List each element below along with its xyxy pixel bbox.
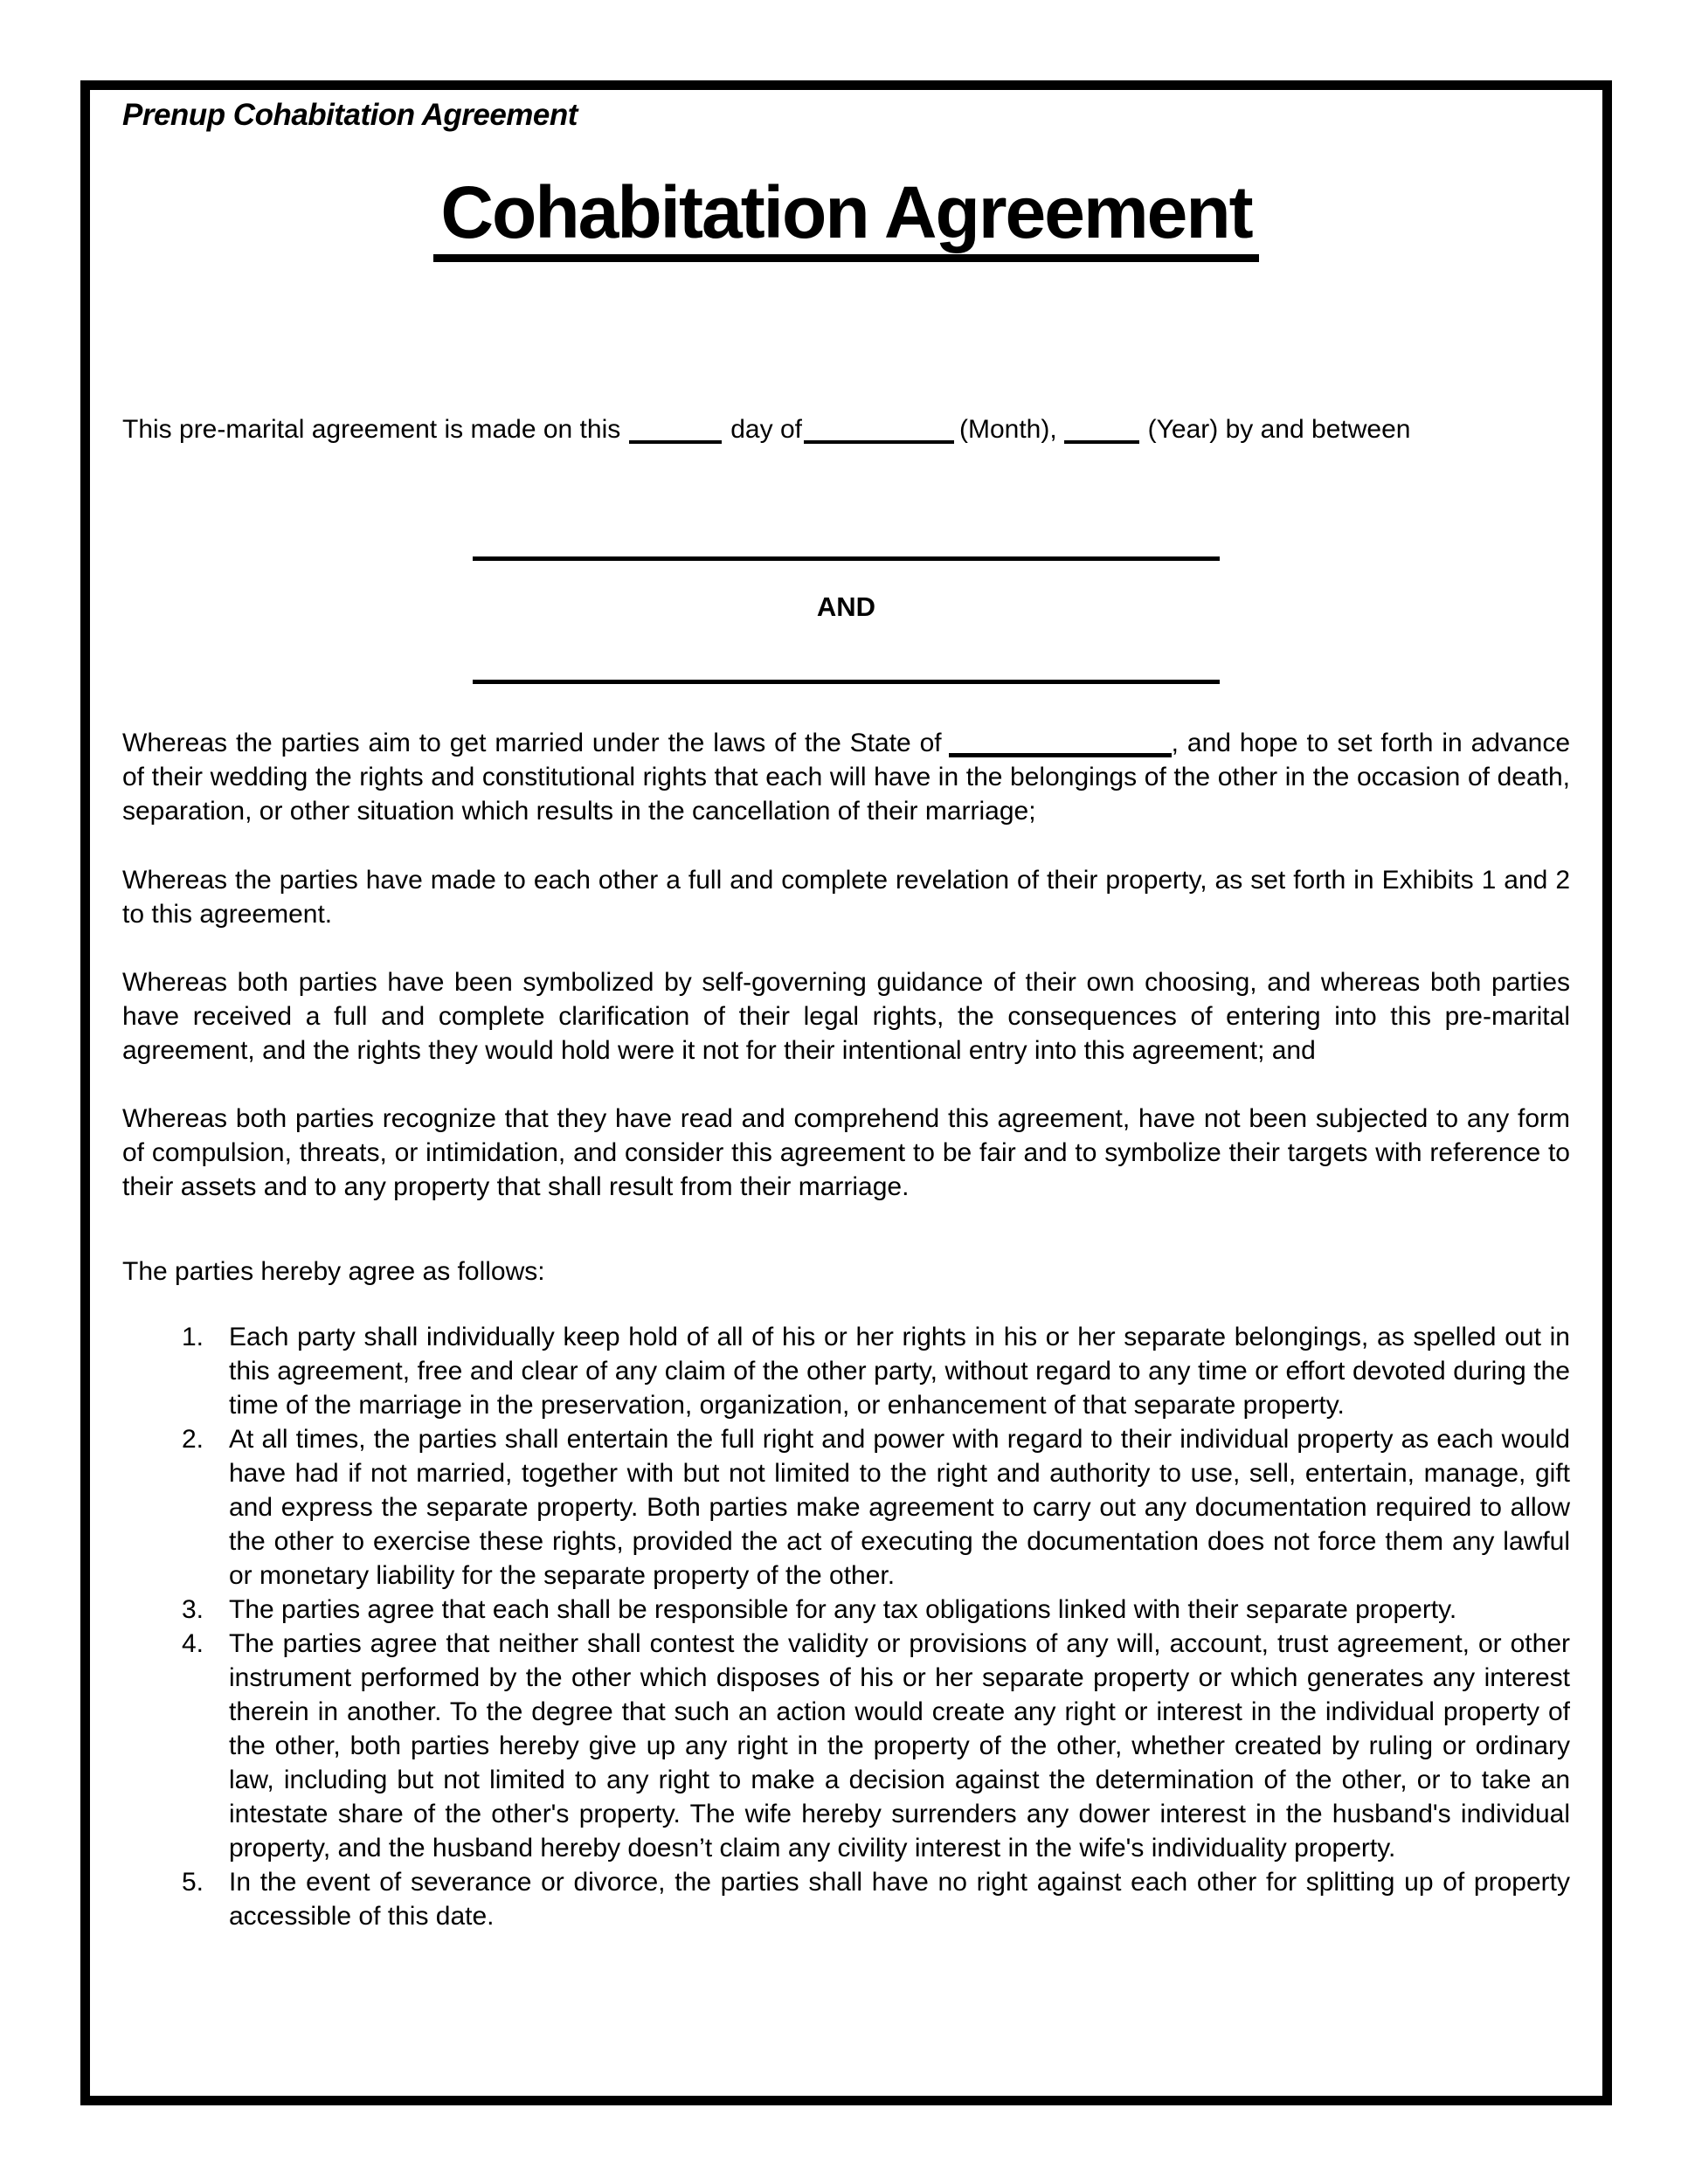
document-header-label: Prenup Cohabitation Agreement <box>122 98 578 132</box>
intro-text-3: (Month), <box>958 415 1057 444</box>
party-two-signature-line <box>473 680 1220 684</box>
agreement-lead-in: The parties hereby agree as follows: <box>122 1257 545 1286</box>
list-item <box>122 1593 1570 1627</box>
list-item <box>122 1422 1570 1593</box>
document-page <box>80 80 1612 2105</box>
and-separator-label: AND <box>816 591 876 622</box>
year-blank-line <box>1064 421 1139 444</box>
intro-text-4: (Year) by and between <box>1147 415 1411 444</box>
whereas-paragraph-4: Whereas both parties recognize that they have read and comprehend this agreement, have not been subjected to any form of compulsion, threats, or intimidation, and consider this agreement to be fair and to symbolize their targets with reference to their assets and to any property that shall result from their marriage. <box>122 1104 1570 1201</box>
list-item-number: 5. <box>182 1868 204 1897</box>
list-item-text: Each party shall individually keep hold of all of his or her rights in his or her separate belongings, as spelled out in this agreement, free and clear of any claim of the other party, without regard to any time or effort devoted during the time of the marriage in the preservation, organization, or enhancement of that separate property. <box>229 1323 1570 1420</box>
state-blank-line <box>949 735 1172 757</box>
month-blank-line <box>804 421 954 444</box>
list-item <box>122 1627 1570 1865</box>
list-item-text: In the event of severance or divorce, the parties shall have no right against each other for splitting up of property accessible of this date. <box>229 1868 1570 1931</box>
document-content <box>90 90 1602 1933</box>
intro-paragraph <box>122 412 1570 446</box>
intro-text-1: This pre-marital agreement is made on this <box>122 415 621 444</box>
document-title: Cohabitation Agreement <box>433 172 1258 262</box>
list-item-number: 3. <box>182 1595 204 1624</box>
terms-list <box>122 1320 1570 1933</box>
whereas-1-text-after: , and hope to set forth in advance of their wedding the rights and constitutional rights that each will have in the belongings of the other in the occasion of death, separation, or other situation which results in the cancellation of their marriage; <box>122 729 1571 826</box>
list-item-number: 2. <box>182 1425 204 1454</box>
list-item-text: At all times, the parties shall entertain the full right and power with regard to their individual property as each would have had if not married, together with but not limited to the right and authority to use, sell, entertain, manage, gift and express the separate property. Both parties make agreement to carry out any documentation required to allow the other to exercise these rights, provided the act of executing the documentation does not force them any lawful or monetary liability for the separate property of the other. <box>229 1425 1570 1590</box>
whereas-paragraph-1 <box>122 726 1570 828</box>
list-item <box>122 1865 1570 1933</box>
whereas-paragraph-3: Whereas both parties have been symbolized by self-governing guidance of their own choosing, and whereas both parties have received a full and complete clarification of their legal rights, the consequences of entering into this pre-marital agreement, and the rights they would hold were it not for their intentional entry into this agreement; and <box>122 968 1570 1065</box>
list-item-text: The parties agree that each shall be responsible for any tax obligations linked with their separate property. <box>229 1595 1457 1624</box>
list-item-text: The parties agree that neither shall contest the validity or provisions of any will, account, trust agreement, or other instrument performed by the other which disposes of his or her separate property or which generates any interest therein in another. To the degree that such an action would create any right or interest in the individual property of the other, both parties hereby give up any right in the property of the other, whether created by ruling or ordinary law, including but not limited to any right to make a decision against the determination of the other, or to take an intestate share of the other's property. The wife hereby surrenders any dower interest in the husband's individual property, and the husband hereby doesn’t claim any civility interest in the wife's individuality property. <box>229 1629 1570 1863</box>
list-item <box>122 1320 1570 1422</box>
list-item-number: 1. <box>182 1323 204 1351</box>
title-block <box>122 172 1570 262</box>
day-blank-line <box>629 421 722 444</box>
intro-text-2: day of <box>730 415 802 444</box>
whereas-paragraph-2: Whereas the parties have made to each other a full and complete revelation of their property, as set forth in Exhibits 1 and 2 to this agreement. <box>122 866 1570 929</box>
party-one-signature-line <box>473 556 1220 561</box>
whereas-1-text-before: Whereas the parties aim to get married under the laws of the State of <box>122 729 942 757</box>
list-item-number: 4. <box>182 1629 204 1658</box>
